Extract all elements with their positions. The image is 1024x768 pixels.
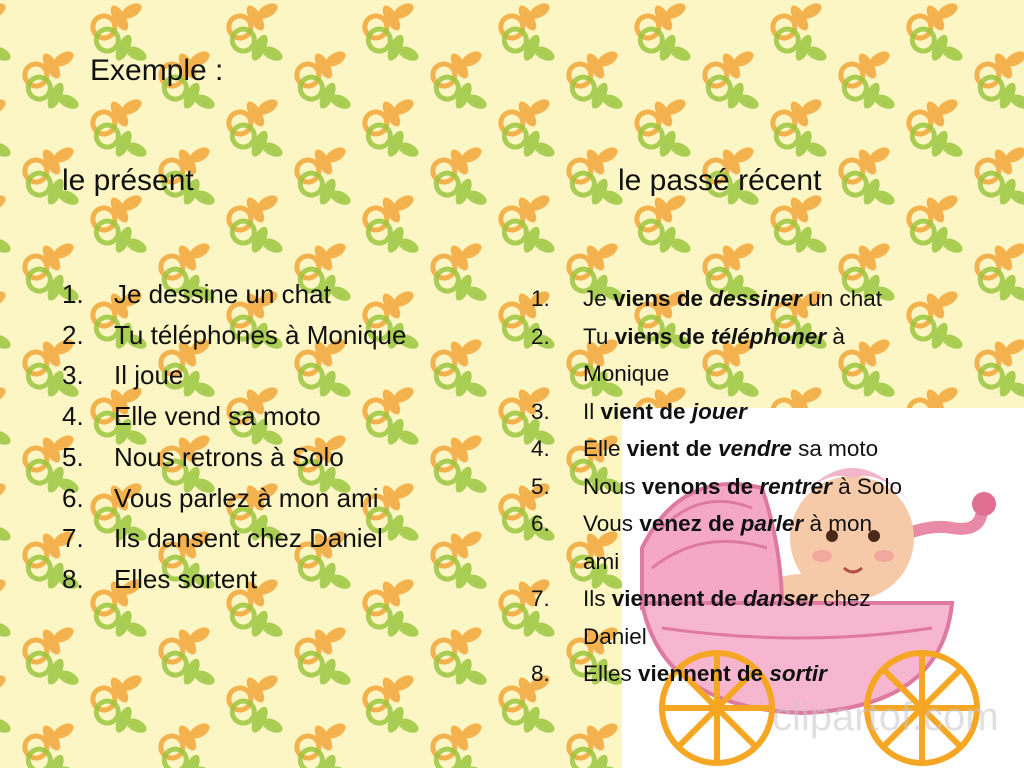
list-item: 5. Nous retrons à Solo (62, 441, 344, 472)
pacifier-icon (0, 665, 12, 716)
pacifier-icon (975, 359, 1024, 407)
pacifier-icon (91, 695, 152, 743)
list-item: 6. Vous parlez à mon ami (62, 482, 379, 513)
pacifier-icon (0, 89, 12, 140)
pacifier-icon (499, 215, 560, 263)
list-item: 4. Elle vient de vendre sa moto (531, 436, 879, 461)
pacifier-icon (159, 647, 220, 695)
pacifier-icon (23, 647, 84, 695)
pacifier-icon (431, 167, 492, 215)
pacifier-icon (23, 71, 84, 119)
pacifier-icon (227, 119, 288, 167)
heading-passe-recent: le passé récent (618, 164, 822, 197)
list-item: 8. Elles sortent (62, 563, 258, 594)
pacifier-icon (635, 23, 696, 71)
pacifier-icon (295, 71, 356, 119)
pacifier-icon (431, 551, 492, 599)
pacifier-icon (91, 215, 152, 263)
list-item: 5. Nous venons de rentrer à Solo (531, 473, 902, 499)
pacifier-icon (431, 455, 492, 503)
pacifier-icon (771, 119, 832, 167)
pacifier-icon (227, 23, 288, 71)
pacifier-icon (567, 71, 628, 119)
pacifier-icon (839, 71, 900, 119)
list-item: 3. Il vient de jouer (531, 398, 747, 424)
pacifier-icon (227, 599, 288, 647)
list-item: 6. Vous venez de parler à mon ami (531, 511, 872, 574)
pacifier-icon (363, 599, 424, 647)
pacifier-icon (635, 215, 696, 263)
heading-present: le présent (62, 164, 194, 197)
pacifier-icon (907, 23, 968, 71)
pacifier-icon (771, 23, 832, 71)
pacifier-icon (703, 71, 764, 119)
passe-recent-list (531, 280, 971, 693)
list-item: 3. Il joue (62, 360, 184, 391)
pacifier-icon (431, 359, 492, 407)
pacifier-icon (431, 71, 492, 119)
pacifier-icon (363, 215, 424, 263)
pacifier-icon (295, 167, 356, 215)
pacifier-icon (499, 695, 560, 743)
pacifier-icon (295, 647, 356, 695)
pacifier-icon (0, 377, 12, 428)
pacifier-icon (0, 311, 16, 359)
list-item: 1. Je viens de dessiner un chat (531, 286, 882, 311)
pacifier-icon (0, 473, 12, 524)
pacifier-icon (0, 215, 16, 263)
pacifier-icon (363, 119, 424, 167)
pacifier-icon (0, 23, 16, 71)
pacifier-icon (0, 185, 12, 236)
list-item: 2. Tu viens de téléphoner à Monique (531, 323, 845, 386)
pacifier-icon (363, 695, 424, 743)
pacifier-icon (635, 119, 696, 167)
pacifier-icon (0, 503, 16, 551)
watermark-text: clipartof.com (772, 695, 999, 739)
pacifier-icon (227, 695, 288, 743)
pacifier-icon (0, 119, 16, 167)
pacifier-icon (0, 281, 12, 332)
pacifier-icon (363, 23, 424, 71)
pacifier-icon (499, 119, 560, 167)
pacifier-icon (431, 263, 492, 311)
pacifier-icon (431, 647, 492, 695)
pacifier-icon (771, 215, 832, 263)
list-item: 7. Ils viennent de danser chez Daniel (531, 586, 871, 649)
list-item: 4. Elle vend sa moto (62, 401, 321, 432)
list-item: 7. Ils dansent chez Daniel (62, 523, 383, 554)
list-item: 8. Elles viennent de sortir (531, 661, 827, 686)
pacifier-icon (0, 0, 12, 45)
pacifier-icon (0, 569, 12, 620)
pacifier-icon (91, 599, 152, 647)
pacifier-icon (499, 23, 560, 71)
list-item: 1. Je dessine un chat (62, 279, 331, 309)
pacifier-icon (975, 263, 1024, 311)
pacifier-icon (839, 167, 900, 215)
pacifier-icon (907, 215, 968, 263)
pacifier-icon (0, 407, 16, 455)
pacifier-icon (907, 119, 968, 167)
pacifier-icon (0, 695, 16, 743)
slide-title: Exemple : (90, 54, 224, 87)
pacifier-icon (227, 215, 288, 263)
list-item: 2. Tu téléphones à Monique (62, 319, 407, 350)
pacifier-icon (0, 599, 16, 647)
present-list (62, 274, 406, 600)
pacifier-icon (91, 119, 152, 167)
pacifier-icon (975, 71, 1024, 119)
pacifier-icon (975, 167, 1024, 215)
